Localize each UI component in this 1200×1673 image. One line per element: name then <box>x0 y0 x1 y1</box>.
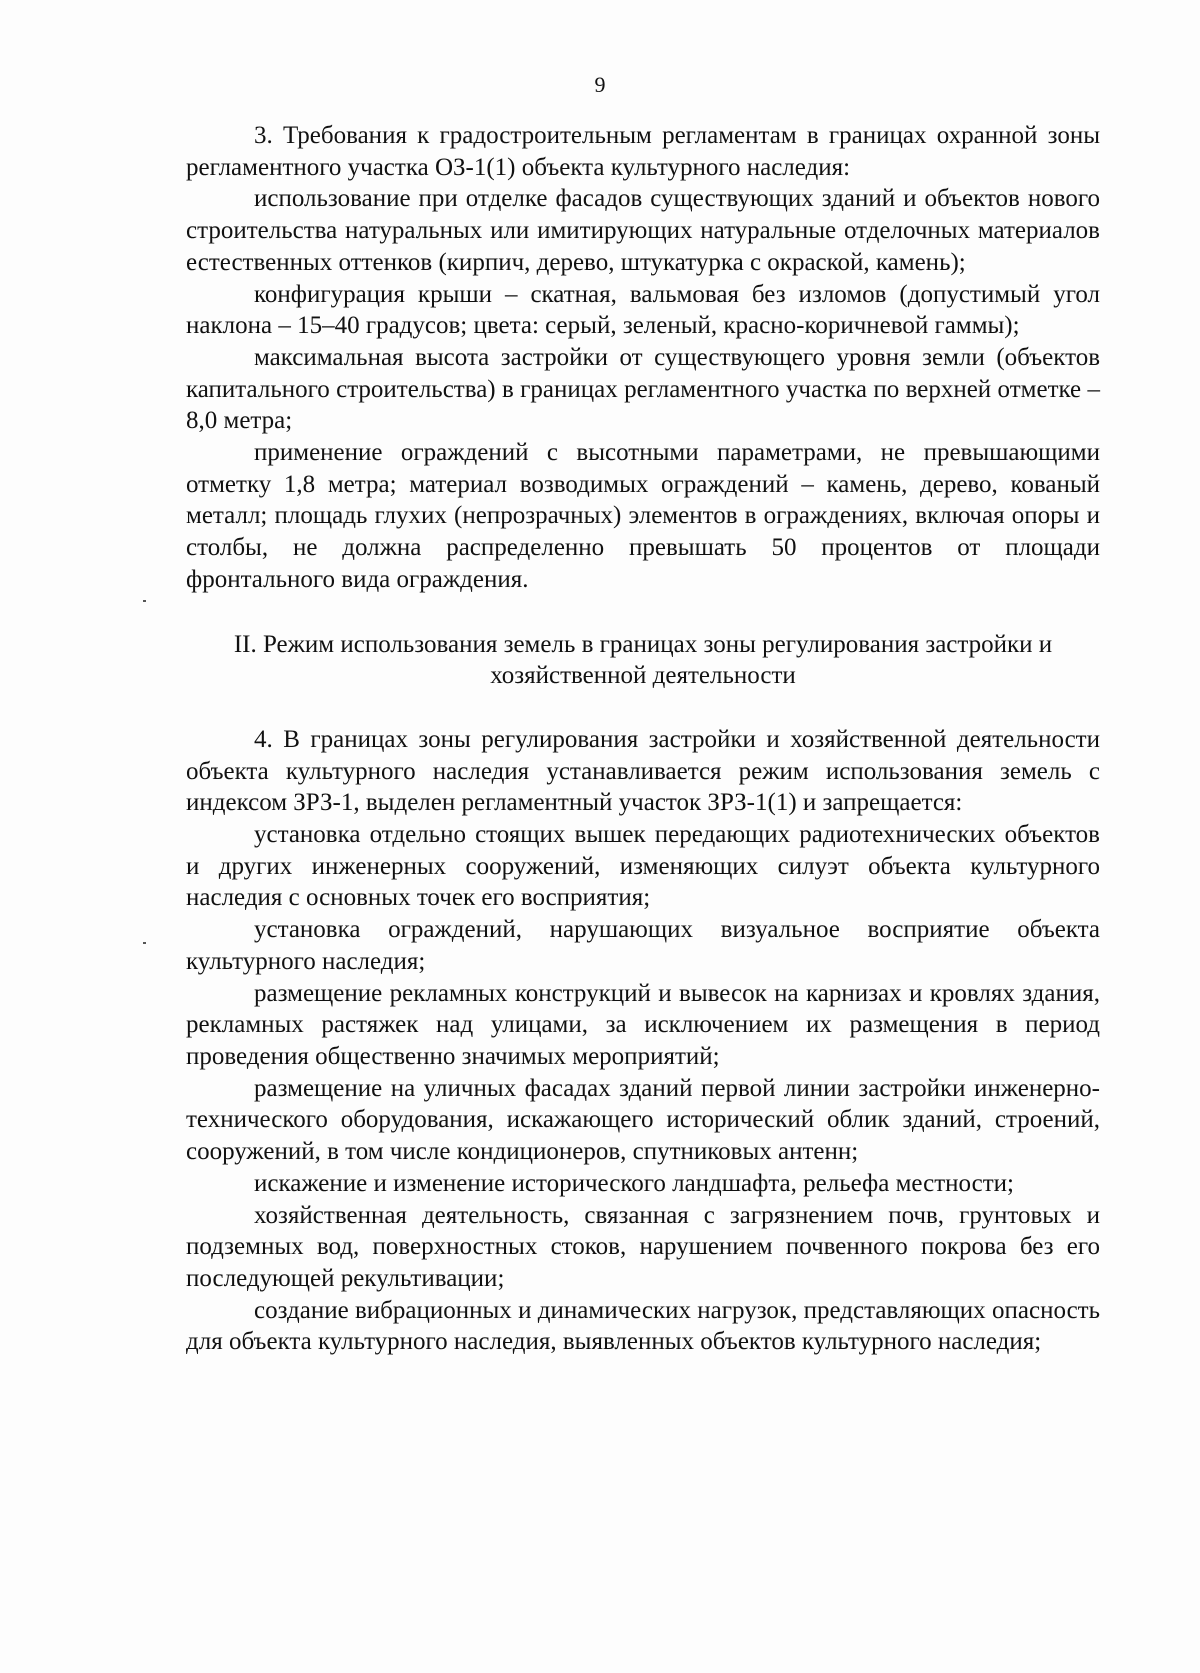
page-number: 9 <box>594 72 606 97</box>
document-body <box>186 120 1100 1358</box>
section-4-item: создание вибрационных и динамических нагрузок, представляющих опасность для объекта культурного наследия, выявленных объектов культурного наследия; <box>186 1296 1100 1356</box>
section-3-intro: 3. Требования к градостроительным регламентам в границах охранной зоны регламентного участка ОЗ-1(1) объекта культурного наследия: <box>186 122 1100 181</box>
section-3-item: использование при отделке фасадов существующих зданий и объектов нового строительства натуральных или имитирующих натуральные отделочных материалов естественных оттенков (кирпич, дерево, штукатурка с окраской, камень); <box>186 185 1100 276</box>
spacer <box>186 596 1100 629</box>
section-3-item: конфигурация крыши – скатная, вальмовая без изломов (допустимый угол наклона – 15–40 градусов; цвета: серый, зеленый, красно-коричневой гаммы); <box>186 280 1100 340</box>
section-4-item: хозяйственная деятельность, связанная с загрязнением почв, грунтовых и подземных вод, поверхностных стоков, нарушением почвенного покрова без его последующей рекультивации; <box>186 1201 1100 1292</box>
section-II-heading: II. Режим использования земель в границах зоны регулирования застройки и хозяйственной деятельности <box>233 630 1053 690</box>
spacer <box>186 692 1100 724</box>
scan-mark <box>143 600 146 602</box>
scan-mark <box>143 942 146 944</box>
section-4-item: искажение и изменение исторического ландшафта, рельефа местности; <box>254 1169 1014 1197</box>
section-4-item: размещение рекламных конструкций и вывесок на карнизах и кровлях здания, рекламных растяжек над улицами, за исключением их размещения в период проведения общественно значимых мероприятий; <box>186 979 1100 1070</box>
section-4-item: установка ограждений, нарушающих визуальное восприятие объекта культурного наследия; <box>186 916 1100 975</box>
section-4-item: установка отдельно стоящих вышек передающих радиотехнических объектов и других инженерных сооружений, изменяющих силуэт объекта культурного наследия с основных точек его восприятия; <box>186 821 1100 912</box>
section-3-item: максимальная высота застройки от существующего уровня земли (объектов капитального строительства) в границах регламентного участка по верхней отметке – 8,0 метра; <box>186 343 1100 435</box>
section-4-intro: 4. В границах зоны регулирования застройки и хозяйственной деятельности объекта культурного наследия устанавливается режим использования земель с индексом ЗРЗ-1, выделен регламентный участок ЗРЗ-1(1) и запрещается: <box>186 725 1100 817</box>
section-4-item: размещение на уличных фасадах зданий первой линии застройки инженерно-технического оборудования, искажающего исторический облик зданий, строений, сооружений, в том числе кондиционеров, спутниковых антенн; <box>186 1074 1100 1166</box>
section-3-item: применение ограждений с высотными параметрами, не превышающими отметку 1,8 метра; материал возводимых ограждений – камень, дерево, кованый металл; площадь глухих (непрозрачных) элементов в ограждениях, включая опоры и столбы, не должна распределенно превышать 50 процентов от площади фронтального вида ограждения. <box>186 439 1100 593</box>
